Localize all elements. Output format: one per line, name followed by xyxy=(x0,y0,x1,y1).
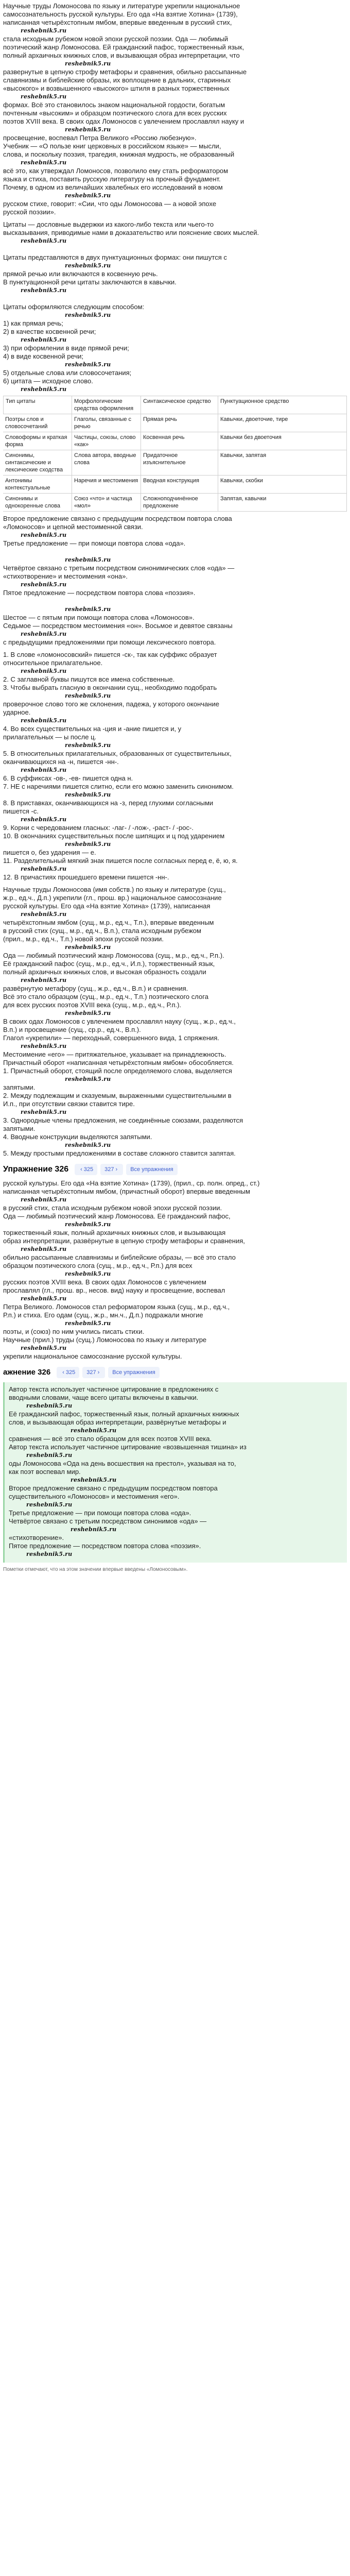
table-cell: Частицы, союзы, слово «как» xyxy=(72,432,141,450)
text-line: высказывания, приводимые нами в доказательство или пояснение своих мыслей. xyxy=(3,229,259,236)
watermark-text: reshebnik5.ru xyxy=(21,668,67,674)
text-line: для всех русских поэтов XVIII века (сущ., м.р., ед.ч., Р.п.). xyxy=(3,1001,182,1009)
text-line: как поэт воспевал мир. xyxy=(9,1468,81,1476)
text-line: ж.р., ед.ч., Д.п.) укрепили (гл., прош. вр.) национальное самосознание xyxy=(3,894,222,902)
table-cell: Прямая речь xyxy=(141,414,218,432)
table-cell: Слова автора, вводные слова xyxy=(72,450,141,476)
watermark-text: reshebnik5.ru xyxy=(21,532,67,538)
text-line xyxy=(3,548,347,556)
text-line: Второе предложение связано с предыдущим посредством повтора xyxy=(9,1484,218,1492)
text-line: самосознательность русской культуры. Его ода «На взятие Хотина» (1739), xyxy=(3,10,238,18)
text-line: всё это, как утверждал Ломоносов, позволило ему стать реформатором xyxy=(3,167,229,175)
text-line: 1. Причастный оборот, стоящий после определяемого слова, выделяется xyxy=(3,1067,232,1075)
watermark-text: reshebnik5.ru xyxy=(65,126,111,133)
text-line: относительное прилагательное. xyxy=(3,659,103,667)
watermark-text: reshebnik5.ru xyxy=(21,767,67,773)
parsing-section xyxy=(3,886,347,1158)
watermark-text: reshebnik5.ru xyxy=(65,692,111,699)
text-line: Р.п.) и стиха. Его одам (сущ., ж.р., мн.ч., Д.п.) подражали многие xyxy=(3,1311,203,1319)
text-line: развернутые в цепную строфу метафоры и сравнения, обильно рассыпанные xyxy=(3,68,247,76)
chevron-left-icon: ‹ xyxy=(80,1166,82,1173)
exercise-header xyxy=(3,1162,347,1177)
watermark-text: reshebnik5.ru xyxy=(21,386,67,393)
table-cell: Вводная конструкция xyxy=(141,476,218,494)
text-line: 5) отдельные слова или словосочетания; xyxy=(3,369,132,377)
text-line: В.п.) и просвещение (сущ., ср.р., ед.ч., В.п.). xyxy=(3,1026,141,1033)
text-line: Местоимение «его» — притяжательное, указывает на принадлежность. xyxy=(3,1050,226,1058)
text-line: стала исходным рубежом новой эпохи русской поэзии. Ода — любимый xyxy=(3,35,228,43)
text-line: 4) в виде косвенной речи; xyxy=(3,352,83,360)
prev-exercise-button[interactable] xyxy=(75,1164,97,1175)
table-header-cell: Синтаксическое средство xyxy=(141,396,218,414)
text-line: русских поэтов XVIII века. В своих одах Ломоносов с увлечением xyxy=(3,1278,206,1286)
text-line: Научные труды Ломоносова по языку и литературе укрепили национальное xyxy=(3,2,240,10)
table-cell: Глаголы, связанные с речью xyxy=(72,414,141,432)
watermark-text: reshebnik5.ru xyxy=(21,1196,67,1203)
text-line: Пятое предложение — посредством повтора слова «поэзия». xyxy=(9,1542,201,1550)
text-line: 5. Между простыми предложениями в составе сложного ставится запятая. xyxy=(3,1149,236,1157)
text-line: прямой речью или включаются в косвенную речь. xyxy=(3,270,158,278)
text-line: «стихотворение». xyxy=(9,1534,64,1541)
text-line: 5. В относительных прилагательных, образованных от существительных, xyxy=(3,750,232,757)
text-line: 4. Вводные конструкции выделяются запятыми. xyxy=(3,1133,152,1141)
text-line: 2. Между подлежащим и сказуемым, выраженными существительными в xyxy=(3,1092,232,1099)
text-line: Её гражданский пафос (сущ., м.р., ед.ч., И.п.), торжественный язык, xyxy=(3,960,215,968)
watermark-text: reshebnik5.ru xyxy=(65,312,111,318)
text-line: Научные (прил.) труды (сущ.) Ломоносова по языку и литературе xyxy=(3,1336,207,1344)
text-line: славянизмы и библейские образы, их воплощение в дальних, старинных xyxy=(3,76,231,84)
watermark-text: reshebnik5.ru xyxy=(21,1109,67,1115)
text-line: «высокого» и возвышенного «высокого» штиля в разных торжественных xyxy=(3,84,230,92)
answer-prev-label: 325 xyxy=(65,1369,76,1376)
citation-table xyxy=(3,396,347,512)
text-line: Ода — любимый поэтический жанр Ломоносова. Её гражданский пафос, xyxy=(3,1212,231,1220)
watermark-text: reshebnik5.ru xyxy=(65,192,111,199)
text-line: Цитаты оформляются следующим способом: xyxy=(3,303,145,311)
watermark-text: reshebnik5.ru xyxy=(65,791,111,798)
table-cell: Сложноподчинённое предложение xyxy=(141,494,218,512)
watermark-text: reshebnik5.ru xyxy=(65,1270,111,1277)
watermark-text: reshebnik5.ru xyxy=(21,1295,67,1302)
text-line: 1. В слове «ломоносовский» пишется -ск-, так как суффикс образует xyxy=(3,651,217,658)
text-line: четырёхстопным ямбом (сущ., м.р., ед.ч., Т.п.), впервые введенным xyxy=(3,919,214,926)
text-line: Цитаты — дословные выдержки из какого-либо текста или чьего-то xyxy=(3,221,214,228)
table-cell: Словоформы и краткая форма xyxy=(3,432,72,450)
text-line: «стихотворение» и местоимения «она». xyxy=(3,572,128,580)
table-cell: Кавычки, запятая xyxy=(218,450,347,476)
text-line: полный архаичных книжных слов, и высокая образность создали xyxy=(3,968,206,976)
table-cell: Синонимы, синтаксические и лексические сходства xyxy=(3,450,72,476)
text-line: 4. Во всех существительных на -ция и -ание пишется и, у xyxy=(3,725,182,733)
text-line: Автор текста использует частичное цитирование «возвышенная тишина» из xyxy=(9,1443,247,1451)
watermark-text: reshebnik5.ru xyxy=(71,1427,117,1434)
text-line: запятыми. xyxy=(3,1083,36,1091)
text-line: 3. Чтобы выбрать гласную в окончании сущ., необходимо подобрать xyxy=(3,684,217,691)
watermark-text: reshebnik5.ru xyxy=(21,581,67,588)
watermark-text: reshebnik5.ru xyxy=(26,1452,73,1459)
text-line: формах. Всё это становилось знаком национальной гордости, богатым xyxy=(3,101,225,109)
text-line: Глагол «укрепили» — переходный, совершенного вида, 1 спряжения. xyxy=(3,1034,219,1042)
answer-all-label: Все упражнения xyxy=(112,1369,155,1376)
text-line xyxy=(3,245,347,253)
text-line: обильно рассыпанные славянизмы и библейские образы, — всё это стало xyxy=(3,1253,236,1261)
watermark-text: reshebnik5.ru xyxy=(21,977,67,984)
text-line: Ода — любимый поэтический жанр Ломоносова (сущ., м.р., ед.ч., Р.п.). xyxy=(3,952,224,959)
watermark-text: reshebnik5.ru xyxy=(21,1043,67,1049)
text-line xyxy=(3,597,347,605)
table-cell: Кавычки, двоеточие, тире xyxy=(218,414,347,432)
text-line: вводными словами, чаще всего цитаты включены в кавычки. xyxy=(9,1394,199,1401)
watermark-text: reshebnik5.ru xyxy=(65,556,111,563)
text-line xyxy=(3,295,347,303)
text-line: поэты, и (союз) по ним учились писать стихи. xyxy=(3,1328,145,1335)
exercise-title: Упражнение 326 xyxy=(3,1165,69,1174)
table-cell: Синонимы и однокоренные слова xyxy=(3,494,72,512)
footer-note: Пометки отмечают, что на этом значении впервые введены «Ломоносовым». xyxy=(3,1567,188,1572)
watermark-text: reshebnik5.ru xyxy=(65,1320,111,1327)
text-line: 6) цитата — исходное слово. xyxy=(3,377,93,385)
watermark-text: reshebnik5.ru xyxy=(21,816,67,823)
text-line: 2) в качестве косвенной речи; xyxy=(3,328,96,335)
all-exercises-label: Все упражнения xyxy=(130,1166,173,1173)
chevron-left-icon: ‹ xyxy=(62,1369,64,1376)
text-line: Четвёртое связано с третьим посредством синонимических слов «ода» — xyxy=(3,564,235,572)
text-line: написанная четырёхстопным ямбом, впервые введенным в русский стих, xyxy=(3,19,232,26)
text-line: Седьмое — посредством местоимения «он». Восьмое и девятое связаны xyxy=(3,622,233,630)
watermark-text: reshebnik5.ru xyxy=(65,841,111,848)
answer-block xyxy=(3,1382,347,1563)
text-line: прославлял (гл., прош. вр., несов. вид) науку и просвещение, воспевал xyxy=(3,1286,225,1294)
watermark-text: reshebnik5.ru xyxy=(65,944,111,951)
watermark-text: reshebnik5.ru xyxy=(65,1221,111,1228)
text-line: русской поэзии». xyxy=(3,208,56,216)
watermark-text: reshebnik5.ru xyxy=(21,866,67,872)
text-line: слова, и поскольку поэзия, трагедия, книжная мудрость, не образованный xyxy=(3,150,235,158)
text-line: просвещение, воспевал Петра Великого «Россию любезную». xyxy=(3,134,197,142)
text-line: в русский стих (сущ., м.р., ед.ч., В.п.), стала исходным рубежом xyxy=(3,927,201,935)
watermark-text: reshebnik5.ru xyxy=(65,60,111,67)
text-line: развёрнутую метафору (сущ., ж.р., ед.ч., В.п.) и сравнения. xyxy=(3,985,188,992)
watermark-text: reshebnik5.ru xyxy=(26,1501,73,1508)
next-exercise-label: 327 xyxy=(104,1166,114,1173)
watermark-text: reshebnik5.ru xyxy=(21,911,67,918)
prev-exercise-label: 325 xyxy=(83,1166,94,1173)
table-cell: Запятая, кавычки xyxy=(218,494,347,512)
table-header-cell: Пунктуационное средство xyxy=(218,396,347,414)
text-line: (прил., м.р., ед.ч., Т.п.) новой эпохи русской поэзии. xyxy=(3,935,164,943)
text-line: поэтов XVIII века. В своих одах Ломоносов с увлечением прославлял науку и xyxy=(3,117,244,125)
text-line: оды Ломоносова «Ода на день восшествия на престол», указывая на то, xyxy=(9,1460,236,1467)
text-line: образцом поэтического слога (сущ., м.р., ед.ч., Р.п.) для всех xyxy=(3,1262,192,1269)
text-line: поэтический жанр Ломоносова. Ей гражданский пафос, торжественный язык, xyxy=(3,43,244,51)
text-line: Всё это стало образцом (сущ., м.р., ед.ч., Т.п.) поэтического слога xyxy=(3,993,208,1001)
text-line: существительного «Ломоносов» и местоимения «его». xyxy=(9,1493,180,1500)
text-line: Второе предложение связано с предыдущим посредством повтора слова xyxy=(3,515,232,522)
text-line: Шестое — с пятым при помощи повтора слова «Ломоносов». xyxy=(3,614,195,621)
text-line: русской культуры. Его ода «На взятие Хотина» (1739), (прил., ср. полн. опред., ст.) xyxy=(3,1179,260,1187)
answer-title: ажнение 326 xyxy=(3,1368,51,1377)
text-line: оканчивающихся на -н, пишется -нн-. xyxy=(3,758,119,766)
table-header-cell: Морфологические средства оформления xyxy=(72,396,141,414)
text-line: почтенным «высоким» и образцом поэтического слога для всех русских xyxy=(3,109,227,117)
text-line: Почему, в одном из величайших хвалебных его исследований в новом xyxy=(3,183,223,191)
text-line: «Ломоносов» и цепной местоименной связи. xyxy=(3,523,143,531)
watermark-text: reshebnik5.ru xyxy=(71,1526,117,1533)
table-cell: Антонимы контекстуальные xyxy=(3,476,72,494)
watermark-text: reshebnik5.ru xyxy=(21,159,67,166)
text-line: пишется о, без ударения — е. xyxy=(3,849,96,856)
text-line: 3) при оформлении в виде прямой речи; xyxy=(3,344,129,352)
text-line: русской культуры. Его ода «На взятие Хотина» (1739), написанная xyxy=(3,902,211,910)
watermark-text: reshebnik5.ru xyxy=(21,1345,67,1351)
text-line: ударное. xyxy=(3,708,31,716)
text-line: 9. Корни с чередованием гласных: -лаг- / -лож-, -раст- / -рос-. xyxy=(3,824,194,832)
text-line: 12. В причастиях прошедшего времени пишется -нн-. xyxy=(3,873,169,881)
table-cell: Кавычки без двоеточия xyxy=(218,432,347,450)
analysis-section xyxy=(3,651,347,882)
table-cell: Придаточное изъяснительное xyxy=(141,450,218,476)
watermark-text: reshebnik5.ru xyxy=(65,1010,111,1016)
watermark-text: reshebnik5.ru xyxy=(21,238,67,244)
text-line: В пунктуационной речи цитаты заключаются в кавычки. xyxy=(3,278,177,286)
text-line: написанная четырёхстопным ямбом, (причастный оборот) впервые введенным xyxy=(3,1188,250,1195)
text-line: прилагательных — ы после ц. xyxy=(3,733,97,741)
text-line: 10. В окончаниях существительных после шипящих и ц под ударением xyxy=(3,832,225,840)
watermark-text: reshebnik5.ru xyxy=(21,93,67,100)
chevron-right-icon: › xyxy=(97,1369,100,1376)
text-line: торжественный язык, полный архаичных книжных слов, и вызывающая xyxy=(3,1229,226,1236)
watermark-text: reshebnik5.ru xyxy=(65,361,111,368)
watermark-text: reshebnik5.ru xyxy=(65,1142,111,1148)
answer-next-label: 327 xyxy=(86,1369,96,1376)
text-line: с предыдущими предложениями при помощи лексического повтора. xyxy=(3,638,216,646)
watermark-text: reshebnik5.ru xyxy=(21,27,67,34)
text-line: образ интерпретации, развёрнутые в цепную строфу метафоры и сравнения, xyxy=(3,1237,245,1245)
text-line: 3. Однородные члены предложения, не соединённые союзами, разделяются xyxy=(3,1116,243,1124)
next-exercise-button[interactable] xyxy=(100,1164,123,1175)
watermark-text: reshebnik5.ru xyxy=(21,287,67,294)
text-line: Автор текста использует частичное цитирование в предложениях с xyxy=(9,1385,219,1393)
middle-section xyxy=(3,515,347,647)
table-cell: Наречия и местоимения xyxy=(72,476,141,494)
text-line: Её гражданский пафос, торжественный язык, полный архаичных книжных xyxy=(9,1410,239,1418)
text-line: В своих одах Ломоносов с увлечением прославлял науку (сущ., ж.р., ед.ч., xyxy=(3,1018,236,1025)
watermark-text: reshebnik5.ru xyxy=(71,1477,117,1483)
answer-prev-button[interactable] xyxy=(57,1367,79,1378)
table-header-cell: Тип цитаты xyxy=(3,396,72,414)
text-line: сравнения — всё это стало образцом для всех поэтов XVIII века. xyxy=(9,1435,212,1443)
text-line: Учебник — «О пользе книг церковных в российском языке» — мысли, xyxy=(3,142,221,150)
watermark-text: reshebnik5.ru xyxy=(65,262,111,269)
text-line: Цитаты представляются в двух пунктуационных формах: они пишутся с xyxy=(3,253,227,261)
answer-next-button[interactable] xyxy=(82,1367,105,1378)
watermark-text: reshebnik5.ru xyxy=(21,717,67,724)
watermark-text: reshebnik5.ru xyxy=(65,742,111,749)
text-line: Научные труды Ломоносова (имя собств.) по языку и литературе (сущ., xyxy=(3,886,226,893)
text-line: 2. С заглавной буквы пишутся все имена собственные. xyxy=(3,675,175,683)
text-line: Третье предложение — при помощи повтора слова «ода». xyxy=(3,539,186,547)
watermark-text: reshebnik5.ru xyxy=(26,1402,73,1409)
answer-all-button[interactable] xyxy=(108,1367,159,1378)
text-line: слов, и вызывающая образ интерпретации, развёрнутые метафоры и xyxy=(9,1418,226,1426)
watermark-text: reshebnik5.ru xyxy=(26,1551,73,1557)
table-cell: Кавычки, скобки xyxy=(218,476,347,494)
text-line: Четвёртое связано с третьим посредством синонимов «ода» — xyxy=(9,1517,207,1525)
watermark-text: reshebnik5.ru xyxy=(21,336,67,343)
table-cell: Косвенная речь xyxy=(141,432,218,450)
watermark-text: reshebnik5.ru xyxy=(65,1076,111,1082)
text-line: проверочное слово того же склонения, падежа, у которого окончание xyxy=(3,700,219,708)
text-line: полный архаичных книжных слов, и вызывающая образ интерпретации, что xyxy=(3,52,240,59)
text-line: Пятое предложение — посредством повтора слова «поэзия». xyxy=(3,589,196,597)
answer-header xyxy=(3,1365,347,1380)
text-line: Причастный оборот «написанная четырёхстопным ямбом» обособляется. xyxy=(3,1059,234,1066)
text-line: Петра Великого. Ломоносов стал реформатором языка (сущ., м.р., ед.ч., xyxy=(3,1303,230,1311)
text-line: пишется -с. xyxy=(3,807,39,815)
text-line: языка и стиха, поставить русскую литературу на прочный фундамент. xyxy=(3,175,221,183)
text-line: в русский стих, стала исходным рубежом новой эпохи русской поэзии. xyxy=(3,1204,222,1212)
watermark-text: reshebnik5.ru xyxy=(21,1246,67,1252)
watermark-text: reshebnik5.ru xyxy=(65,606,111,613)
intro-section xyxy=(3,2,347,216)
all-exercises-button[interactable] xyxy=(126,1164,177,1175)
table-cell: Поэтры слов и словосочетаний xyxy=(3,414,72,432)
text-line: Третье предложение — при помощи повтора слова «ода». xyxy=(9,1509,191,1517)
text-line: 7. НЕ с наречиями пишется слитно, если его можно заменить синонимом. xyxy=(3,783,234,790)
text-line: русском стихе, говорит: «Сии, что оды Ломоносова — а новой эпохе xyxy=(3,200,217,208)
chevron-right-icon: › xyxy=(115,1166,118,1173)
table-cell: Союз «что» и частица «мол» xyxy=(72,494,141,512)
text-line: 1) как прямая речь; xyxy=(3,319,63,327)
text-line: 8. В приставках, оканчивающихся на -з, перед глухими согласными xyxy=(3,799,214,807)
text-line: 11. Разделительный мягкий знак пишется после согласных перед е, ё, ю, я. xyxy=(3,857,238,865)
text-line: 6. В суффиксах -ов-, -ев- пишется одна н. xyxy=(3,774,133,782)
sections-block xyxy=(3,221,347,394)
text-line: И.п., при отсутствии связки ставится тире. xyxy=(3,1100,135,1108)
text-line: укрепили национальное самосознание русской культуры. xyxy=(3,1352,182,1360)
watermark-text: reshebnik5.ru xyxy=(21,631,67,637)
text-line: запятыми. xyxy=(3,1125,36,1132)
exercise-text xyxy=(3,1179,347,1361)
